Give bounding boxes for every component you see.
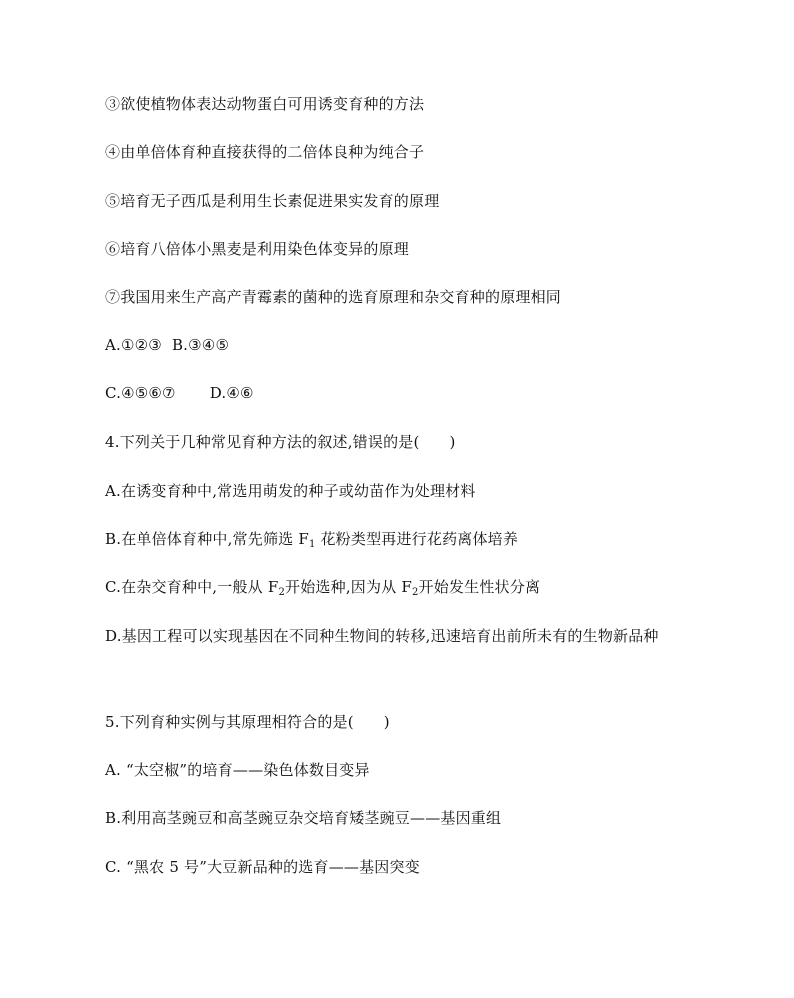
- q4-stem-text: 4.下列关于几种常见育种方法的叙述,错误的是(: [105, 433, 420, 451]
- q3-options-row-2: [105, 383, 254, 403]
- q4-option-c-sub-2: 2: [411, 587, 419, 598]
- q4-option-b: [105, 529, 518, 549]
- statement-3: ③欲使植物体表达动物蛋白可用诱变育种的方法: [105, 95, 425, 113]
- q5-option-a: A. “太空椒”的培育——染色体数目变异: [105, 761, 370, 779]
- q4-option-c-sub-1: 2: [278, 587, 286, 598]
- q5-option-b: B.利用高茎豌豆和高茎豌豆杂交培育矮茎豌豆——基因重组: [105, 809, 502, 827]
- q4-stem: [105, 432, 456, 452]
- q3-option-a: A.①②③: [105, 336, 162, 354]
- q4-option-c-pre: C.在杂交育种中,一般从 F: [105, 578, 279, 596]
- q4-option-b-pre: B.在单倍体育种中,常先筛选 F: [105, 530, 309, 548]
- q4-option-c-mid: 开始选种,因为从 F: [285, 578, 412, 596]
- q3-option-b: B.③④⑤: [171, 336, 230, 354]
- q4-option-b-sub: 1: [308, 539, 316, 550]
- q5-option-c: C. “黑农 5 号”大豆新品种的选育——基因突变: [105, 858, 420, 876]
- statement-6: ⑥培育八倍体小黑麦是利用染色体变异的原理: [105, 240, 410, 258]
- q3-option-c: C.④⑤⑥⑦: [105, 384, 176, 402]
- q4-option-b-post: 花粉类型再进行花药离体培养: [315, 530, 519, 548]
- statement-7: ⑦我国用来生产高产青霉素的菌种的选育原理和杂交育种的原理相同: [105, 288, 562, 306]
- q4-stem-close: ): [449, 433, 456, 451]
- q4-option-d: D.基因工程可以实现基因在不同种生物间的转移,迅速培育出前所未有的生物新品种: [105, 627, 659, 645]
- q5-stem-text: 5.下列育种实例与其原理相符合的是(: [105, 713, 354, 731]
- q3-options-row-1: [105, 335, 229, 355]
- q5-stem: [105, 712, 390, 732]
- q4-option-c-post: 开始发生性状分离: [418, 578, 541, 596]
- q4-option-a: A.在诱变育种中,常选用萌发的种子或幼苗作为处理材料: [105, 482, 476, 500]
- statement-4: ④由单倍体育种直接获得的二倍体良种为纯合子: [105, 143, 425, 161]
- statement-5: ⑤培育无子西瓜是利用生长素促进果实发育的原理: [105, 192, 440, 210]
- q4-option-c: [105, 577, 540, 597]
- q3-option-d: D.④⑥: [209, 384, 254, 402]
- q5-stem-close: ): [383, 713, 390, 731]
